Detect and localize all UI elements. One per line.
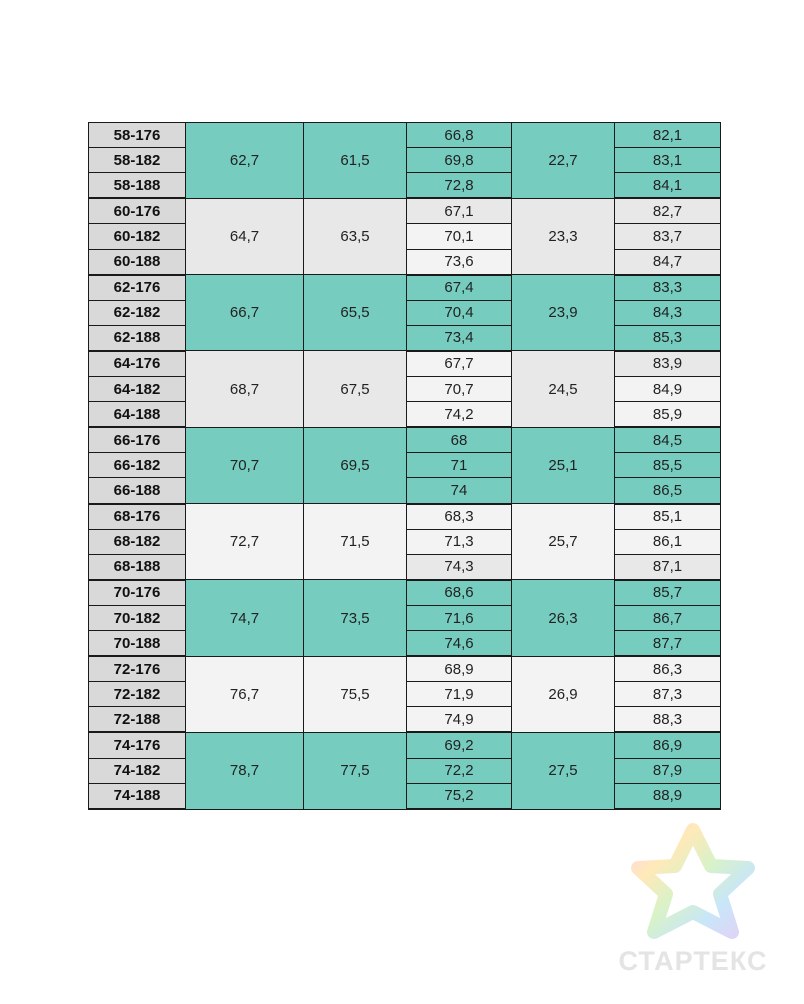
size-label-cell: 64-176 — [89, 351, 186, 377]
table-row — [89, 732, 721, 758]
value-cell: 69,8 — [407, 148, 512, 173]
table-row — [89, 351, 721, 377]
size-label-cell: 68-176 — [89, 504, 186, 530]
value-cell: 72,2 — [407, 758, 512, 783]
value-cell: 72,8 — [407, 173, 512, 199]
value-cell: 82,1 — [615, 123, 721, 148]
value-cell: 84,7 — [615, 249, 721, 275]
merged-value-cell: 77,5 — [304, 732, 407, 809]
size-label-cell: 70-188 — [89, 631, 186, 657]
value-cell: 70,1 — [407, 224, 512, 249]
value-cell: 85,5 — [615, 453, 721, 478]
value-cell: 87,7 — [615, 631, 721, 657]
merged-value-cell: 63,5 — [304, 198, 407, 274]
value-cell: 74,3 — [407, 554, 512, 580]
merged-value-cell: 24,5 — [512, 351, 615, 427]
size-label-cell: 72-176 — [89, 656, 186, 682]
merged-value-cell: 69,5 — [304, 427, 407, 503]
value-cell: 84,1 — [615, 173, 721, 199]
value-cell: 83,9 — [615, 351, 721, 377]
value-cell: 74,2 — [407, 402, 512, 428]
size-label-cell: 60-182 — [89, 224, 186, 249]
merged-value-cell: 68,7 — [186, 351, 304, 427]
size-label-cell: 64-182 — [89, 377, 186, 402]
value-cell: 83,1 — [615, 148, 721, 173]
value-cell: 68 — [407, 427, 512, 453]
value-cell: 84,9 — [615, 377, 721, 402]
merged-value-cell: 26,9 — [512, 656, 615, 732]
value-cell: 85,7 — [615, 580, 721, 606]
size-label-cell: 64-188 — [89, 402, 186, 428]
table-row — [89, 580, 721, 606]
value-cell: 75,2 — [407, 783, 512, 809]
value-cell: 86,1 — [615, 529, 721, 554]
size-chart-table — [88, 122, 721, 810]
value-cell: 68,3 — [407, 504, 512, 530]
value-cell: 88,3 — [615, 707, 721, 733]
value-cell: 82,7 — [615, 198, 721, 224]
brand-watermark-text: СТАРТЕКС — [618, 946, 768, 976]
merged-value-cell: 25,7 — [512, 504, 615, 580]
merged-value-cell: 23,9 — [512, 275, 615, 351]
table-row — [89, 275, 721, 301]
value-cell: 66,8 — [407, 123, 512, 148]
size-label-cell: 74-182 — [89, 758, 186, 783]
size-label-cell: 60-188 — [89, 249, 186, 275]
value-cell: 68,6 — [407, 580, 512, 606]
merged-value-cell: 26,3 — [512, 580, 615, 656]
table-row — [89, 198, 721, 224]
merged-value-cell: 22,7 — [512, 123, 615, 199]
value-cell: 84,5 — [615, 427, 721, 453]
value-cell: 74 — [407, 478, 512, 504]
value-cell: 83,3 — [615, 275, 721, 301]
merged-value-cell: 61,5 — [304, 123, 407, 199]
merged-value-cell: 66,7 — [186, 275, 304, 351]
value-cell: 71 — [407, 453, 512, 478]
value-cell: 86,5 — [615, 478, 721, 504]
merged-value-cell: 71,5 — [304, 504, 407, 580]
size-label-cell: 68-188 — [89, 554, 186, 580]
brand-watermark — [598, 822, 788, 992]
size-label-cell: 58-182 — [89, 148, 186, 173]
size-label-cell: 68-182 — [89, 529, 186, 554]
merged-value-cell: 78,7 — [186, 732, 304, 809]
merged-value-cell: 75,5 — [304, 656, 407, 732]
table-row — [89, 504, 721, 530]
size-label-cell: 60-176 — [89, 198, 186, 224]
merged-value-cell: 65,5 — [304, 275, 407, 351]
merged-value-cell: 72,7 — [186, 504, 304, 580]
merged-value-cell: 23,3 — [512, 198, 615, 274]
value-cell: 73,4 — [407, 325, 512, 351]
table-row — [89, 656, 721, 682]
value-cell: 85,3 — [615, 325, 721, 351]
value-cell: 71,9 — [407, 682, 512, 707]
size-label-cell: 58-188 — [89, 173, 186, 199]
merged-value-cell: 62,7 — [186, 123, 304, 199]
size-label-cell: 74-188 — [89, 783, 186, 809]
value-cell: 67,7 — [407, 351, 512, 377]
size-chart-body — [89, 123, 721, 810]
value-cell: 71,6 — [407, 605, 512, 630]
value-cell: 74,9 — [407, 707, 512, 733]
size-label-cell: 72-182 — [89, 682, 186, 707]
value-cell: 73,6 — [407, 249, 512, 275]
value-cell: 87,1 — [615, 554, 721, 580]
value-cell: 68,9 — [407, 656, 512, 682]
value-cell: 83,7 — [615, 224, 721, 249]
merged-value-cell: 73,5 — [304, 580, 407, 656]
value-cell: 88,9 — [615, 783, 721, 809]
merged-value-cell: 25,1 — [512, 427, 615, 503]
value-cell: 84,3 — [615, 300, 721, 325]
size-label-cell: 62-188 — [89, 325, 186, 351]
table-row — [89, 427, 721, 453]
size-label-cell: 62-182 — [89, 300, 186, 325]
merged-value-cell: 27,5 — [512, 732, 615, 809]
rainbow-star-icon — [598, 822, 788, 946]
value-cell: 85,1 — [615, 504, 721, 530]
size-label-cell: 66-176 — [89, 427, 186, 453]
value-cell: 86,7 — [615, 605, 721, 630]
merged-value-cell: 64,7 — [186, 198, 304, 274]
size-label-cell: 58-176 — [89, 123, 186, 148]
size-label-cell: 74-176 — [89, 732, 186, 758]
size-label-cell: 62-176 — [89, 275, 186, 301]
size-label-cell: 66-182 — [89, 453, 186, 478]
value-cell: 70,4 — [407, 300, 512, 325]
value-cell: 87,3 — [615, 682, 721, 707]
table-row — [89, 123, 721, 148]
value-cell: 85,9 — [615, 402, 721, 428]
value-cell: 67,1 — [407, 198, 512, 224]
value-cell: 70,7 — [407, 377, 512, 402]
merged-value-cell: 70,7 — [186, 427, 304, 503]
value-cell: 67,4 — [407, 275, 512, 301]
value-cell: 87,9 — [615, 758, 721, 783]
size-label-cell: 70-176 — [89, 580, 186, 606]
merged-value-cell: 76,7 — [186, 656, 304, 732]
value-cell: 69,2 — [407, 732, 512, 758]
value-cell: 86,3 — [615, 656, 721, 682]
value-cell: 74,6 — [407, 631, 512, 657]
value-cell: 86,9 — [615, 732, 721, 758]
size-label-cell: 72-188 — [89, 707, 186, 733]
merged-value-cell: 74,7 — [186, 580, 304, 656]
size-label-cell: 66-188 — [89, 478, 186, 504]
size-label-cell: 70-182 — [89, 605, 186, 630]
merged-value-cell: 67,5 — [304, 351, 407, 427]
value-cell: 71,3 — [407, 529, 512, 554]
